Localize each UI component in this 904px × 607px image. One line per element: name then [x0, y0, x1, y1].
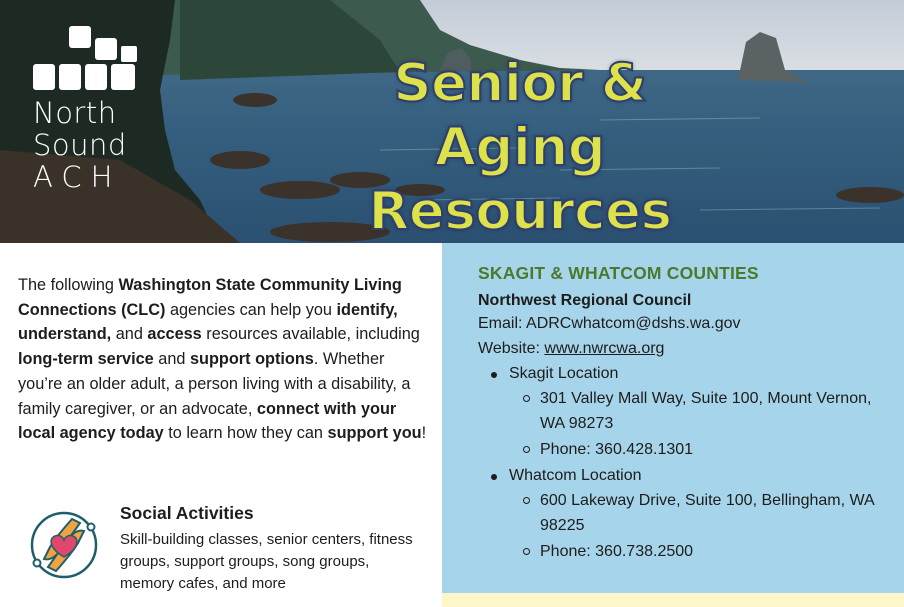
- intro-text: resources available, including: [201, 325, 420, 344]
- title-line-1: Senior & Aging: [393, 53, 647, 178]
- north-sound-ach-logo: [33, 26, 143, 193]
- intro-bold: connect with your local agency today: [18, 399, 397, 443]
- intro-text: to learn how they can: [163, 424, 328, 443]
- heart-in-hands-icon: [28, 509, 100, 581]
- intro-text: and: [111, 325, 148, 344]
- location-item: [478, 465, 898, 487]
- email-address[interactable]: ADRCwhatcom@dshs.wa.gov: [526, 315, 741, 332]
- phone-text[interactable]: Phone: 360.428.1301: [540, 441, 694, 458]
- logo-mark-icon: [33, 26, 137, 90]
- page-title: [300, 52, 740, 243]
- sub-bullet-icon: [523, 497, 530, 504]
- intro-text: . Whether you’re an older adult, a person living with a disability, a family caregiver, or an advocate,: [18, 350, 411, 418]
- location-phone: [478, 437, 898, 462]
- contact-panel: [442, 243, 904, 593]
- hero-banner: [0, 0, 904, 243]
- panel-footer-strip: [442, 593, 904, 607]
- logo-text-north: North: [33, 96, 117, 130]
- logo-text-sound: Sound: [33, 128, 127, 162]
- bullet-icon: [491, 372, 497, 378]
- location-phone: [478, 539, 898, 564]
- intro-bold: identify, understand,: [18, 300, 398, 344]
- location-item: [478, 363, 898, 385]
- intro-paragraph: [18, 273, 428, 446]
- organization-name: Northwest Regional Council: [478, 292, 692, 309]
- intro-text: The following: [18, 276, 119, 294]
- logo-text-ach: ACH: [33, 160, 122, 194]
- location-name: Skagit Location: [509, 365, 619, 382]
- intro-text: !: [421, 424, 427, 443]
- section-body: Skill-building classes, senior centers, fitness groups, support groups, song groups, memory cafes, and more: [120, 531, 413, 592]
- intro-bold: access: [147, 325, 202, 344]
- address-text: 600 Lakeway Drive, Suite 100, Bellingham, WA 98225: [540, 492, 874, 534]
- phone-text[interactable]: Phone: 360.738.2500: [540, 543, 694, 560]
- email-label: Email:: [478, 315, 527, 332]
- sub-bullet-icon: [523, 446, 530, 453]
- bullet-icon: [491, 474, 497, 480]
- intro-bold: Washington State Community Living Connections (CLC): [18, 276, 402, 319]
- website-label: Website:: [478, 340, 545, 357]
- email-line: [478, 313, 898, 335]
- location-address: [478, 488, 898, 538]
- sub-bullet-icon: [523, 395, 530, 402]
- sub-bullet-icon: [523, 548, 530, 555]
- location-name: Whatcom Location: [509, 467, 642, 484]
- intro-bold: support you: [327, 424, 422, 443]
- website-link[interactable]: www.nwrcwa.org: [544, 340, 665, 357]
- location-address: [478, 386, 898, 436]
- intro-text: agencies can help you: [165, 300, 337, 319]
- website-line: [478, 338, 898, 360]
- section-heading: Social Activities: [120, 503, 254, 523]
- address-text: 301 Valley Mall Way, Suite 100, Mount Vernon, WA 98273: [540, 390, 872, 432]
- region-heading: SKAGIT & WHATCOM COUNTIES: [478, 263, 759, 283]
- intro-text: and: [153, 350, 190, 369]
- intro-bold: support options: [189, 350, 314, 369]
- title-line-2: Resources: [368, 181, 672, 242]
- intro-bold: long-term service: [18, 350, 154, 369]
